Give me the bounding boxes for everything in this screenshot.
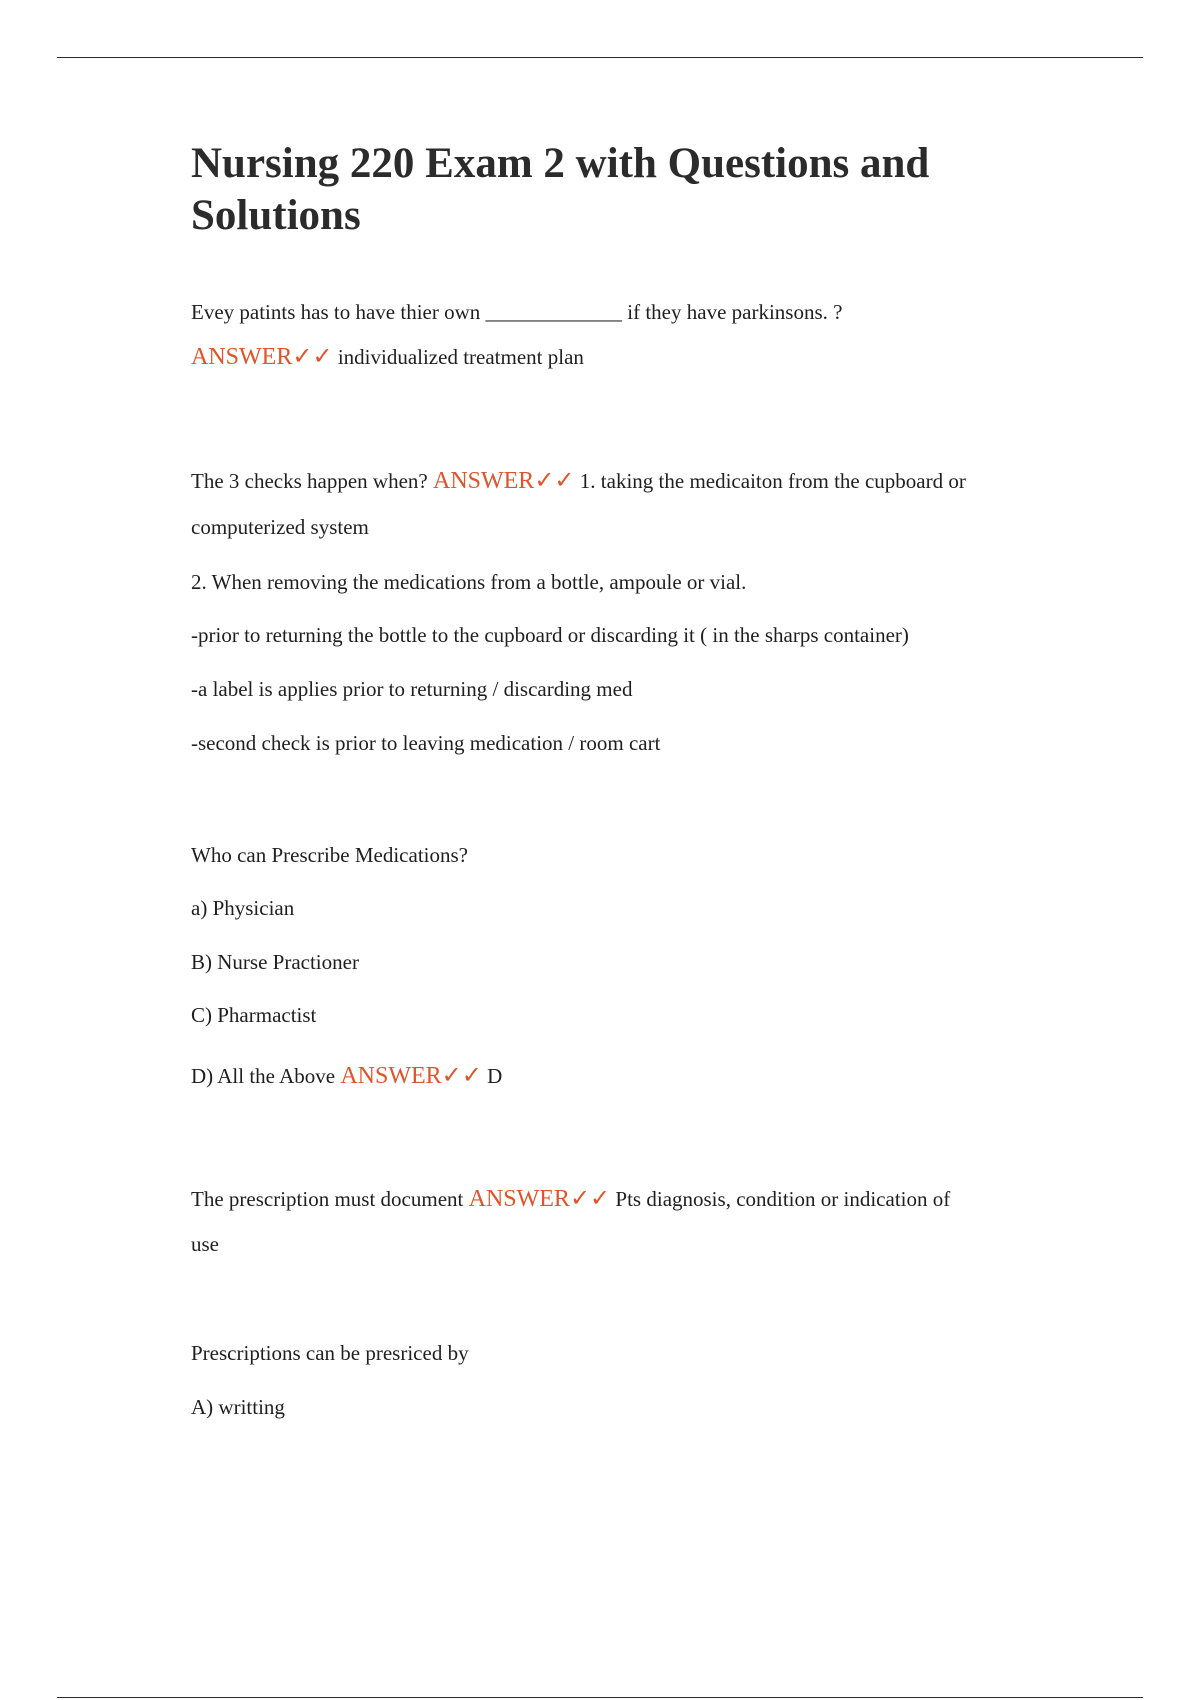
question-1-answer: individualized treatment plan xyxy=(337,345,584,369)
question-1-answer-line xyxy=(191,345,584,369)
question-3-option-d-line xyxy=(191,1064,502,1088)
question-3-answer: D xyxy=(487,1064,503,1088)
question-2-line xyxy=(191,469,966,493)
question-4-answer-line-1: Pts diagnosis, condition or indication of xyxy=(615,1187,951,1211)
bottom-rule xyxy=(57,1697,1143,1698)
question-2-detail-4: -second check is prior to leaving medication / room cart xyxy=(191,731,661,755)
question-3-text: Who can Prescribe Medications? xyxy=(191,843,468,867)
question-2-answer-line-1: 1. taking the medicaiton from the cupboard or xyxy=(579,469,966,493)
title-line-2: Solutions xyxy=(191,192,361,239)
question-1-text: Evey patints has to have thier own _____________ if they have parkinsons. ? xyxy=(191,300,843,324)
question-4-answer-line-2: use xyxy=(191,1232,219,1256)
question-3-option-a: a) Physician xyxy=(191,896,295,920)
question-2-text: The 3 checks happen when? xyxy=(191,469,428,493)
question-2-detail-3: -a label is applies prior to returning / discarding med xyxy=(191,677,633,701)
top-rule xyxy=(57,57,1143,58)
page-title xyxy=(191,138,1051,242)
question-3-option-d: D) All the Above xyxy=(191,1064,336,1088)
answer-label: ANSWER✓✓ xyxy=(340,1063,482,1089)
title-line-1: Nursing 220 Exam 2 with Questions and xyxy=(191,140,930,187)
answer-label: ANSWER✓✓ xyxy=(468,1186,611,1212)
question-5-option-a: A) writting xyxy=(191,1395,285,1419)
question-2-detail-2: -prior to returning the bottle to the cupboard or discarding it ( in the sharps container) xyxy=(191,623,909,647)
answer-label: ANSWER✓✓ xyxy=(191,344,333,370)
question-5-text: Prescriptions can be presriced by xyxy=(191,1341,469,1365)
answer-label: ANSWER✓✓ xyxy=(432,468,575,494)
question-4-line xyxy=(191,1187,950,1211)
question-2-answer-line-2: computerized system xyxy=(191,515,369,539)
question-3-option-b: B) Nurse Practioner xyxy=(191,950,359,974)
question-2-detail-1: 2. When removing the medications from a bottle, ampoule or vial. xyxy=(191,570,747,594)
question-3-option-c: C) Pharmactist xyxy=(191,1003,317,1027)
question-4-text: The prescription must document xyxy=(191,1187,464,1211)
